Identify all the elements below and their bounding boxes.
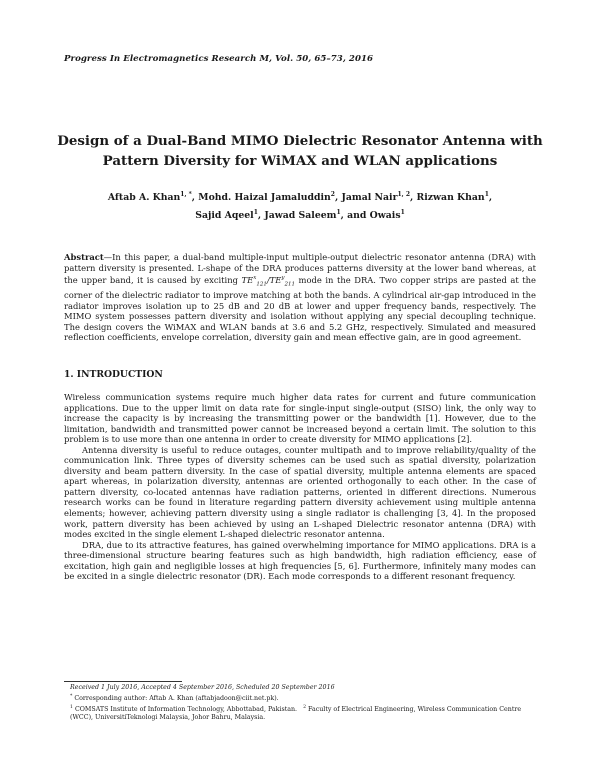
abstract — [64, 252, 536, 343]
footnote-rule — [64, 681, 182, 682]
author-affiliation: 1 — [336, 208, 341, 216]
abstract-text-2: mode in the DRA. Two copper strips are pasted at the corner of the dielectric radiator to improve matching at both the bands. A cylindrical air-gap introduced in the radiator improves isolation up to 25 dB and 20 dB at lower and upper frequency bands, respectively. The MIMO system possesses pattern diversity and isolation without applying any special decoupling technique. The design covers the WiMAX and WLAN bands at 3.6 and 5.2 GHz, respectively. Simulated and measured reflection coefficients, envelope correlation, diversity gain and mean effective gain, are in good agreement. — [64, 274, 537, 343]
paragraph: Wireless communication systems require much higher data rates for current and future communication applications. Due to the upper limit on data rate for single-input single-output (SISO) link, the only way to increase the capacity is by increasing the transmitting power or the bandwidth [1]. However, due to the limitation, bandwidth and transmitted power cannot be increased beyond a certain limit. The solution to this problem is to use more than one antenna in order to create diversity for MIMO applications [2]. — [64, 392, 536, 445]
footnotes — [64, 684, 536, 723]
received-dates: Received 1 July 2016, Accepted 4 September 2016, Scheduled 20 September 2016 — [70, 684, 335, 691]
author-affiliation: 1 — [400, 208, 405, 216]
author-line-1: Aftab A. Khan$^{1, *}$, Mohd. Haizal Jamaluddin$^2$, Jamal Nair$^{1, 2}$, Rizwan Khan$^1$, — [107, 191, 493, 204]
author-affiliation: 1 — [484, 191, 489, 198]
title-line-1: Design of a Dual-Band MIMO Dielectric Resonator Antenna with — [57, 133, 543, 149]
author-name: Jawad Saleem — [264, 209, 337, 221]
abstract-label: Abstract — [64, 252, 104, 262]
author-affiliation: 1, 2 — [397, 191, 411, 198]
author-name: Jamal Nair — [341, 192, 398, 204]
paragraph: Antenna diversity is useful to reduce outages, counter multipath and to improve reliability/quality of the communication link. Three types of diversity schemes can be used such as spatial diversity, polarization diversity and beam pattern diversity. In the case of spatial diversity, multiple antenna elements are spaced apart whereas, in polarization diversity, antennas are oriented orthogonally to each other. In the case of pattern diversity, co-located antennas have radiation patterns, oriented in different directions. Numerous research works can be found in literature regarding pattern diversity achievement using multiple antenna elements; however, achieving pattern diversity using a single radiator is challenging [3, 4]. In the proposed work, pattern diversity has been achieved by using an L-shaped Dielectric resonator antenna (DRA) with modes excited in the single element L-shaped dielectric resonator antenna. — [64, 444, 536, 540]
body-text — [64, 392, 536, 582]
author-affiliation: 2 — [330, 191, 335, 198]
affiliations: $^1$ COMSATS Institute of Information Technology, Abbottabad, Pakistan. $^2$ Faculty of Electrical Engineering, Wireless Communication Centre (WCC), UniversitiTeknologi Malaysia, Johor Bahru, Malaysia. — [70, 704, 522, 722]
author-line-2: Sajid Aqeel$^1$, Jawad Saleem$^1$, and Owais$^1$ — [195, 208, 405, 221]
math-te-mode: $TE^x_{121}/TE^y_{211}$ — [241, 274, 295, 288]
abstract-text-1: —In this paper, a dual-band multiple-input multiple-output dielectric resonator antenna (DRA) with pattern diversity is presented. L-shape of the DRA produces patterns diversity at the lower band whereas, at the upper band, it is caused by exciting — [64, 252, 536, 285]
section-heading: 1. INTRODUCTION — [64, 369, 163, 380]
author-name: Aftab A. Khan — [107, 192, 181, 204]
author-name: Mohd. Haizal Jamaluddin — [198, 192, 331, 204]
author-affiliation: 1, * — [180, 191, 192, 198]
corresponding-author: * Corresponding author: Aftab A. Khan (aftabjadoon@ciit.net.pk). — [70, 693, 279, 702]
author-name: Owais — [369, 209, 401, 221]
paper-title — [50, 131, 550, 171]
author-affiliation: 1 — [253, 208, 258, 216]
author-name: Rizwan Khan — [416, 192, 485, 204]
author-name: Sajid Aqeel — [195, 209, 254, 221]
journal-header: Progress In Electromagnetics Research M, Vol. 50, 65–73, 2016 — [64, 54, 374, 64]
author-list — [70, 188, 530, 223]
paragraph: DRA, due to its attractive features, has gained overwhelming importance for MIMO applications. DRA is a three-dimensional structure bearing features such as high bandwidth, high radiation efficiency, ease of excitation, high gain and negligible losses at high frequencies [5, 6]. Furthermore, infinitely many modes can be excited in a single dielectric resonator (DR). Each mode corresponds to a different resonant frequency. — [64, 539, 536, 582]
title-line-2: Pattern Diversity for WiMAX and WLAN applications — [102, 153, 498, 169]
